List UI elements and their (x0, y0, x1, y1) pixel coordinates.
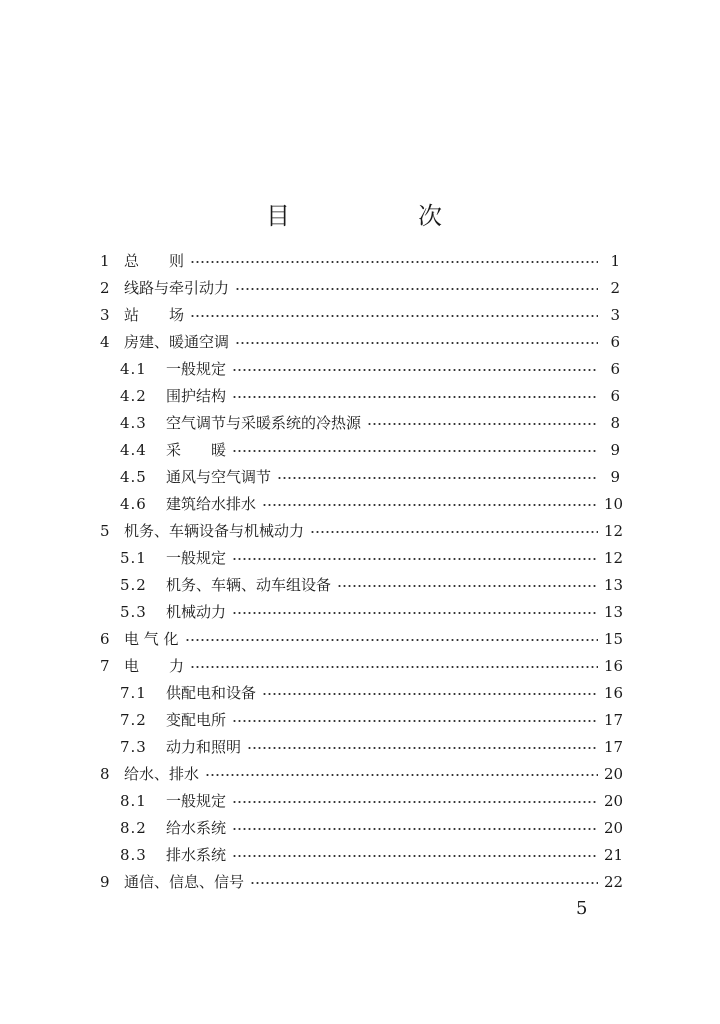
dot-leader (232, 855, 598, 857)
dot-leader (235, 342, 598, 344)
dot-leader (232, 801, 598, 803)
toc-entry-page: 10 (604, 495, 624, 513)
dot-leader (250, 882, 598, 884)
toc-entry (100, 626, 624, 653)
toc-entry-number: 4.6 (120, 495, 147, 513)
toc-entry-number: 6 (100, 630, 110, 648)
toc-entry-page: 20 (604, 765, 624, 783)
toc-entry-number: 4.2 (120, 387, 147, 405)
toc-entry-label: 建筑给水排水 (166, 495, 257, 513)
toc-entry-label: 围护结构 (166, 387, 227, 405)
toc-entry (100, 464, 620, 491)
dot-leader (185, 639, 598, 641)
toc-entry-number: 4 (100, 333, 110, 351)
toc-entry-number: 5 (100, 522, 110, 540)
toc-entry-label: 通信、信息、信号 (124, 873, 245, 891)
toc-entry-label: 总 则 (124, 252, 185, 270)
toc-entry (100, 545, 624, 572)
toc-entry-page: 9 (610, 468, 620, 486)
toc-entry-label: 通风与空气调节 (166, 468, 272, 486)
page-title: 目 次 (266, 202, 494, 230)
toc-entry (100, 356, 620, 383)
toc-entry-number: 4.5 (120, 468, 147, 486)
toc-entry (100, 761, 624, 788)
toc-entry-number: 4.1 (120, 360, 147, 378)
toc-entry-number: 2 (100, 279, 110, 297)
toc-entry-page: 9 (610, 441, 620, 459)
toc-entry-number: 5.3 (120, 603, 147, 621)
toc-entry-page: 2 (610, 279, 620, 297)
toc-entry-page: 21 (604, 846, 624, 864)
toc-entry-label: 空气调节与采暖系统的冷热源 (166, 414, 362, 432)
toc-entry-page: 1 (610, 252, 620, 270)
toc-entry-number: 3 (100, 306, 110, 324)
dot-leader (190, 315, 598, 317)
toc-entry-page: 15 (604, 630, 624, 648)
toc-entry-label: 机务、车辆、动车组设备 (166, 576, 332, 594)
dot-leader (337, 585, 598, 587)
dot-leader (277, 477, 598, 479)
toc-entry-label: 采 暖 (166, 441, 227, 459)
toc-entry-number: 9 (100, 873, 110, 891)
toc-entry-label: 电 气 化 (124, 630, 179, 648)
dot-leader (262, 504, 598, 506)
toc-entry-label: 给水系统 (166, 819, 227, 837)
toc-entry-label: 排水系统 (166, 846, 227, 864)
toc-entry (100, 572, 624, 599)
toc-entry-label: 一般规定 (166, 549, 227, 567)
dot-leader (232, 828, 598, 830)
toc-entry (100, 329, 620, 356)
toc-entry (100, 437, 620, 464)
toc-entry-page: 20 (604, 792, 624, 810)
toc-entry-page: 17 (604, 711, 624, 729)
toc-entry-number: 8.2 (120, 819, 147, 837)
toc-entry-page: 16 (604, 684, 624, 702)
toc-entry-number: 7.1 (120, 684, 147, 702)
dot-leader (232, 450, 598, 452)
dot-leader (232, 558, 598, 560)
toc-entry (100, 869, 624, 896)
toc-entry (100, 599, 624, 626)
toc-entry (100, 518, 624, 545)
toc-entry-number: 4.3 (120, 414, 147, 432)
toc-entry-page: 6 (610, 360, 620, 378)
toc-entry (100, 815, 624, 842)
page-number: 5 (576, 898, 588, 919)
toc-entry-label: 变配电所 (166, 711, 227, 729)
toc-entry-page: 12 (604, 522, 624, 540)
toc-entry (100, 680, 624, 707)
toc-entry-label: 线路与牵引动力 (124, 279, 230, 297)
dot-leader (205, 774, 598, 776)
toc-entry-number: 7.3 (120, 738, 147, 756)
toc-entry-page: 6 (610, 387, 620, 405)
toc-entry (100, 248, 620, 275)
toc-entry-page: 3 (610, 306, 620, 324)
toc-entry-page: 17 (604, 738, 624, 756)
toc-entry-number: 1 (100, 252, 110, 270)
toc-entry (100, 788, 624, 815)
toc-entry-page: 6 (610, 333, 620, 351)
toc-entry-page: 16 (604, 657, 624, 675)
toc-entry-page: 8 (610, 414, 620, 432)
toc-entry (100, 707, 624, 734)
toc-entry-label: 站 场 (124, 306, 185, 324)
toc-entry-number: 8.1 (120, 792, 147, 810)
toc-entry-page: 13 (604, 576, 624, 594)
toc-entry (100, 842, 624, 869)
dot-leader (310, 531, 598, 533)
dot-leader (235, 288, 598, 290)
dot-leader (367, 423, 598, 425)
toc-entry-label: 机械动力 (166, 603, 227, 621)
toc-entry-page: 22 (604, 873, 624, 891)
toc-entry (100, 383, 620, 410)
toc-entry (100, 302, 620, 329)
toc-entry-label: 给水、排水 (124, 765, 200, 783)
dot-leader (232, 369, 598, 371)
toc-entry-number: 8 (100, 765, 110, 783)
toc-entry-label: 动力和照明 (166, 738, 242, 756)
toc-entry-number: 7 (100, 657, 110, 675)
toc-entry (100, 491, 624, 518)
dot-leader (232, 396, 598, 398)
toc-entry-number: 8.3 (120, 846, 147, 864)
toc-entry-label: 电 力 (124, 657, 185, 675)
dot-leader (232, 612, 598, 614)
toc-entry-label: 机务、车辆设备与机械动力 (124, 522, 305, 540)
toc-entry-label: 供配电和设备 (166, 684, 257, 702)
toc-entry (100, 653, 624, 680)
toc-entry-label: 房建、暖通空调 (124, 333, 230, 351)
dot-leader (247, 747, 598, 749)
dot-leader (232, 720, 598, 722)
toc-entry (100, 410, 620, 437)
toc-entry-number: 7.2 (120, 711, 147, 729)
dot-leader (190, 261, 598, 263)
toc-entry-number: 5.1 (120, 549, 147, 567)
toc-entry (100, 734, 624, 761)
toc-entry-number: 5.2 (120, 576, 147, 594)
toc-entry-label: 一般规定 (166, 360, 227, 378)
dot-leader (190, 666, 598, 668)
toc-entry-page: 20 (604, 819, 624, 837)
toc-entry (100, 275, 620, 302)
toc-entry-number: 4.4 (120, 441, 147, 459)
toc-entry-page: 13 (604, 603, 624, 621)
toc-entry-page: 12 (604, 549, 624, 567)
toc-entry-label: 一般规定 (166, 792, 227, 810)
table-of-contents (100, 248, 624, 896)
dot-leader (262, 693, 598, 695)
